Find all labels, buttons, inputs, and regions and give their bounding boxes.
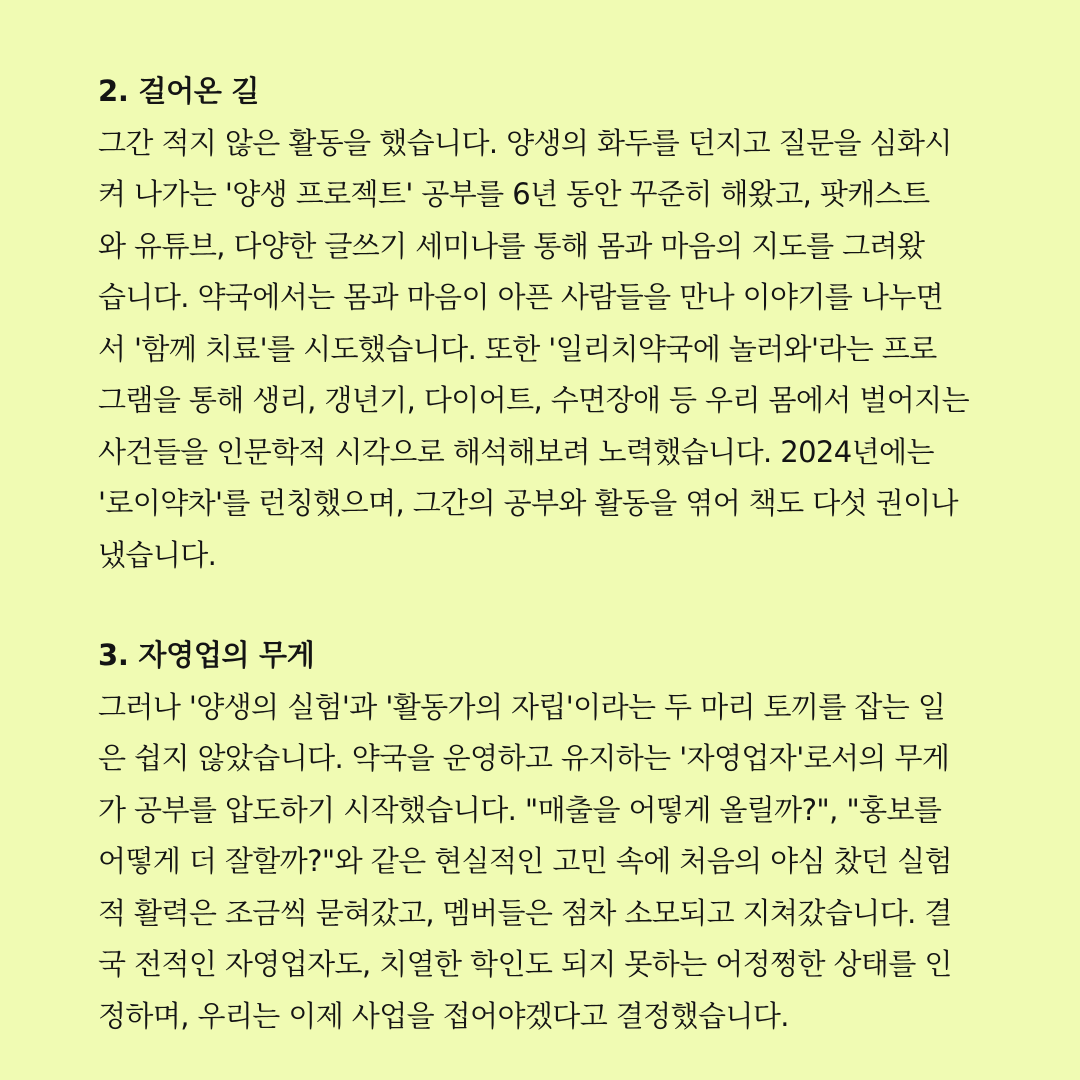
section-heading: 2. 걸어온 길 (98, 74, 260, 108)
section-heading: 3. 자영업의 무게 (98, 638, 315, 672)
paragraph-line: 그간 적지 않은 활동을 했습니다. 양생의 화두를 던지고 질문을 심화시 (98, 125, 952, 160)
paragraph-line: 습니다. 약국에서는 몸과 마음이 아픈 사람들을 만나 이야기를 나누면 (98, 280, 944, 314)
paragraph-line: '로이약차'를 런칭했으며, 그간의 공부와 활동을 엮어 책도 다섯 권이나 (98, 486, 958, 520)
paragraph-line: 적 활력은 조금씩 묻혀갔고, 멤버들은 점차 소모되고 지쳐갔습니다. 결 (98, 895, 952, 930)
paragraph-line: 사건들을 인문학적 시각으로 해석해보려 노력했습니다. 2024년에는 (98, 434, 934, 469)
paragraph-line: 은 쉽지 않았습니다. 약국을 운영하고 유지하는 '자영업자'로서의 무게 (98, 741, 950, 775)
paragraph-line: 켜 나가는 '양생 프로젝트' 공부를 6년 동안 꾸준히 해왔고, 팟캐스트 (98, 177, 930, 211)
paragraph-line: 정하며, 우리는 이제 사업을 접어야겠다고 결정했습니다. (98, 998, 789, 1033)
paragraph-line: 서 '함께 치료'를 시도했습니다. 또한 '일리치약국에 놀러와'라는 프로 (98, 331, 937, 366)
paragraph-line: 가 공부를 압도하기 시작했습니다. "매출을 어떻게 올릴까?", "홍보를 (98, 792, 942, 827)
paragraph-line: 냈습니다. (98, 537, 217, 572)
section-past-path (98, 66, 1000, 581)
paragraph-line: 어떻게 더 잘할까?"와 같은 현실적인 고민 속에 처음의 야심 찼던 실험 (98, 844, 952, 878)
paragraph-line: 그램을 통해 생리, 갱년기, 다이어트, 수면장애 등 우리 몸에서 벌어지는 (98, 383, 970, 417)
paragraph-line: 그러나 '양생의 실험'과 '활동가의 자립'이라는 두 마리 토끼를 잡는 일 (98, 689, 946, 724)
paragraph-line: 와 유튜브, 다양한 글쓰기 세미나를 통해 몸과 마음의 지도를 그려왔 (98, 228, 925, 263)
paragraph-line: 국 전적인 자영업자도, 치열한 학인도 되지 못하는 어정쩡한 상태를 인 (98, 947, 952, 981)
section-self-employment (98, 630, 1000, 1042)
